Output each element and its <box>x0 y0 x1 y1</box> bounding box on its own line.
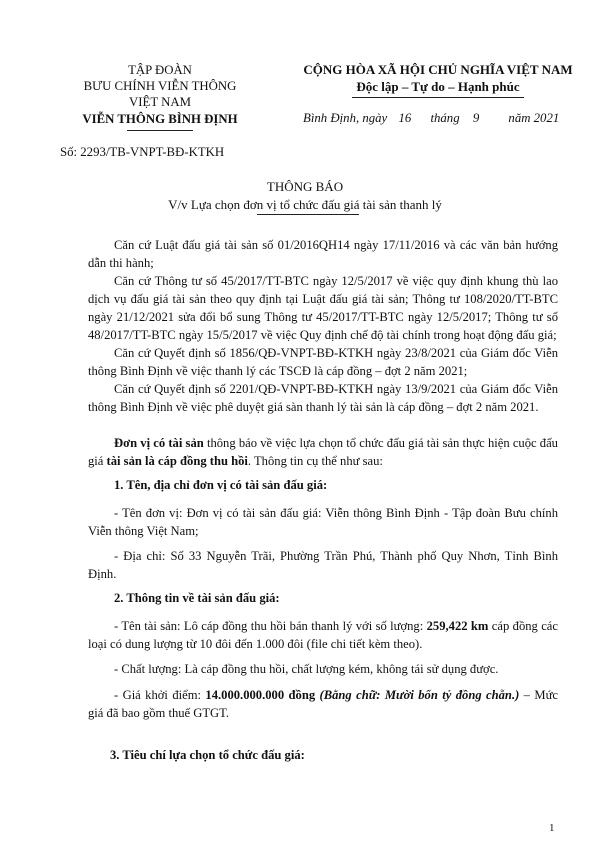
subject-underline <box>257 214 359 215</box>
date-year: năm 2021 <box>508 111 560 125</box>
org-unit: VIỄN THÔNG BÌNH ĐỊNH <box>82 112 238 126</box>
asset-post: cáp đồng các loại có dung lượng từ 10 đôi đến 1.000 đôi (file chi tiết kèm theo). <box>88 619 558 651</box>
section-1-address: - Địa chỉ: Số 33 Nguyễn Trãi, Phường Trần Phú, Thành phố Quy Nhơn, Tỉnh Bình Định. <box>88 549 558 581</box>
basis-paragraph-2: Căn cứ Thông tư số 45/2017/TT-BTC ngày 12/5/2017 về việc quy định khung thù lao dịch vụ đấu giá tài sản theo quy định tại Luật đấu giá tài sản; Thông tư 108/2020/TT-BTC ngày 21/12/2021 sửa đổi bổ sung Thông tư 45/2017/TT-BTC ngày 12/5/2017; Thông tư số 48/2017/TT-BTC ngày 15/5/2017 về việc Quy định chế độ tài chính trong hoạt động đấu giá; <box>88 274 558 342</box>
section-2-quality: - Chất lượng: Là cáp đồng thu hồi, chất lượng kém, không tái sử dụng được. <box>114 662 499 676</box>
price-value: 14.000.000.000 đồng <box>205 688 316 702</box>
asset-pre: - Tên tài sản: Lô cáp đồng thu hồi bán thanh lý với số lượng: <box>114 619 427 633</box>
subject-line: V/v Lựa chọn đơn vị tổ chức đấu giá tài sản thanh lý <box>168 197 442 212</box>
issue-date <box>303 111 559 126</box>
intro-bold-start: Đơn vị có tài sản <box>114 436 204 450</box>
section-2-price <box>88 686 558 722</box>
org-parent: TẬP ĐOÀN <box>128 63 192 77</box>
org-underline <box>127 130 193 131</box>
basis-paragraph-3: Căn cứ Quyết định số 1856/QĐ-VNPT-BĐ-KTKH ngày 23/8/2021 của Giám đốc Viễn thông Bình Định về việc thanh lý các TSCĐ là cáp đồng – đợt 2 năm 2021; <box>88 346 558 378</box>
date-day: 16 <box>398 111 412 125</box>
document-number: Số: 2293/TB-VNPT-BĐ-KTKH <box>60 145 225 159</box>
intro-text: thông báo về việc lựa chọn tổ chức đấu giá tài sản thực hiện cuộc đấu giá <box>88 436 558 468</box>
price-pre: - Giá khởi điểm: <box>114 688 206 702</box>
motto-underline <box>352 97 524 98</box>
basis-paragraph-4: Căn cứ Quyết định số 2201/QĐ-VNPT-BĐ-KTKH ngày 13/9/2021 của Giám đốc Viễn thông Bình Định về việc phê duyệt giá sàn thanh lý tài sản là cáp đồng – đợt 2 năm 2021. <box>88 382 558 414</box>
section-1-name: - Tên đơn vị: Đơn vị có tài sản đấu giá: Viễn thông Bình Định - Tập đoàn Bưu chính Viễn thông Việt Nam; <box>88 506 558 538</box>
nation-motto: Độc lập – Tự do – Hạnh phúc <box>356 79 520 94</box>
page-title: THÔNG BÁO <box>266 179 344 194</box>
basis-paragraph-1: Căn cứ Luật đấu giá tài sản số 01/2016QH14 ngày 17/11/2016 và các văn bản hướng dẫn thi hành; <box>88 238 558 270</box>
section-2-asset <box>88 617 558 653</box>
org-parent-line2: BƯU CHÍNH VIỄN THÔNG <box>83 79 237 93</box>
asset-quantity: 259,422 km <box>426 619 489 633</box>
section-1-heading: 1. Tên, địa chỉ đơn vị có tài sản đấu giá: <box>114 478 328 492</box>
page-number: 1 <box>549 822 555 834</box>
date-month-label: tháng <box>430 111 460 125</box>
date-place: Bình Định, ngày <box>303 111 388 125</box>
intro-asset: tài sản là cáp đồng thu hồi <box>106 454 248 468</box>
intro-end: . Thông tin cụ thể như sau: <box>247 454 383 468</box>
section-3-heading: 3. Tiêu chí lựa chọn tổ chức đấu giá: <box>110 748 305 762</box>
date-month: 9 <box>472 111 480 125</box>
org-parent-line3: VIỆT NAM <box>129 95 191 109</box>
price-words: (Bằng chữ: Mười bốn tỷ đồng chẵn.) <box>315 688 520 702</box>
intro-paragraph <box>88 434 558 470</box>
section-2-heading: 2. Thông tin về tài sản đấu giá: <box>114 591 280 605</box>
price-post: – Mức giá đã bao gồm thuế GTGT. <box>88 688 558 720</box>
nation-title: CỘNG HÒA XÃ HỘI CHỦ NGHĨA VIỆT NAM <box>303 62 573 77</box>
